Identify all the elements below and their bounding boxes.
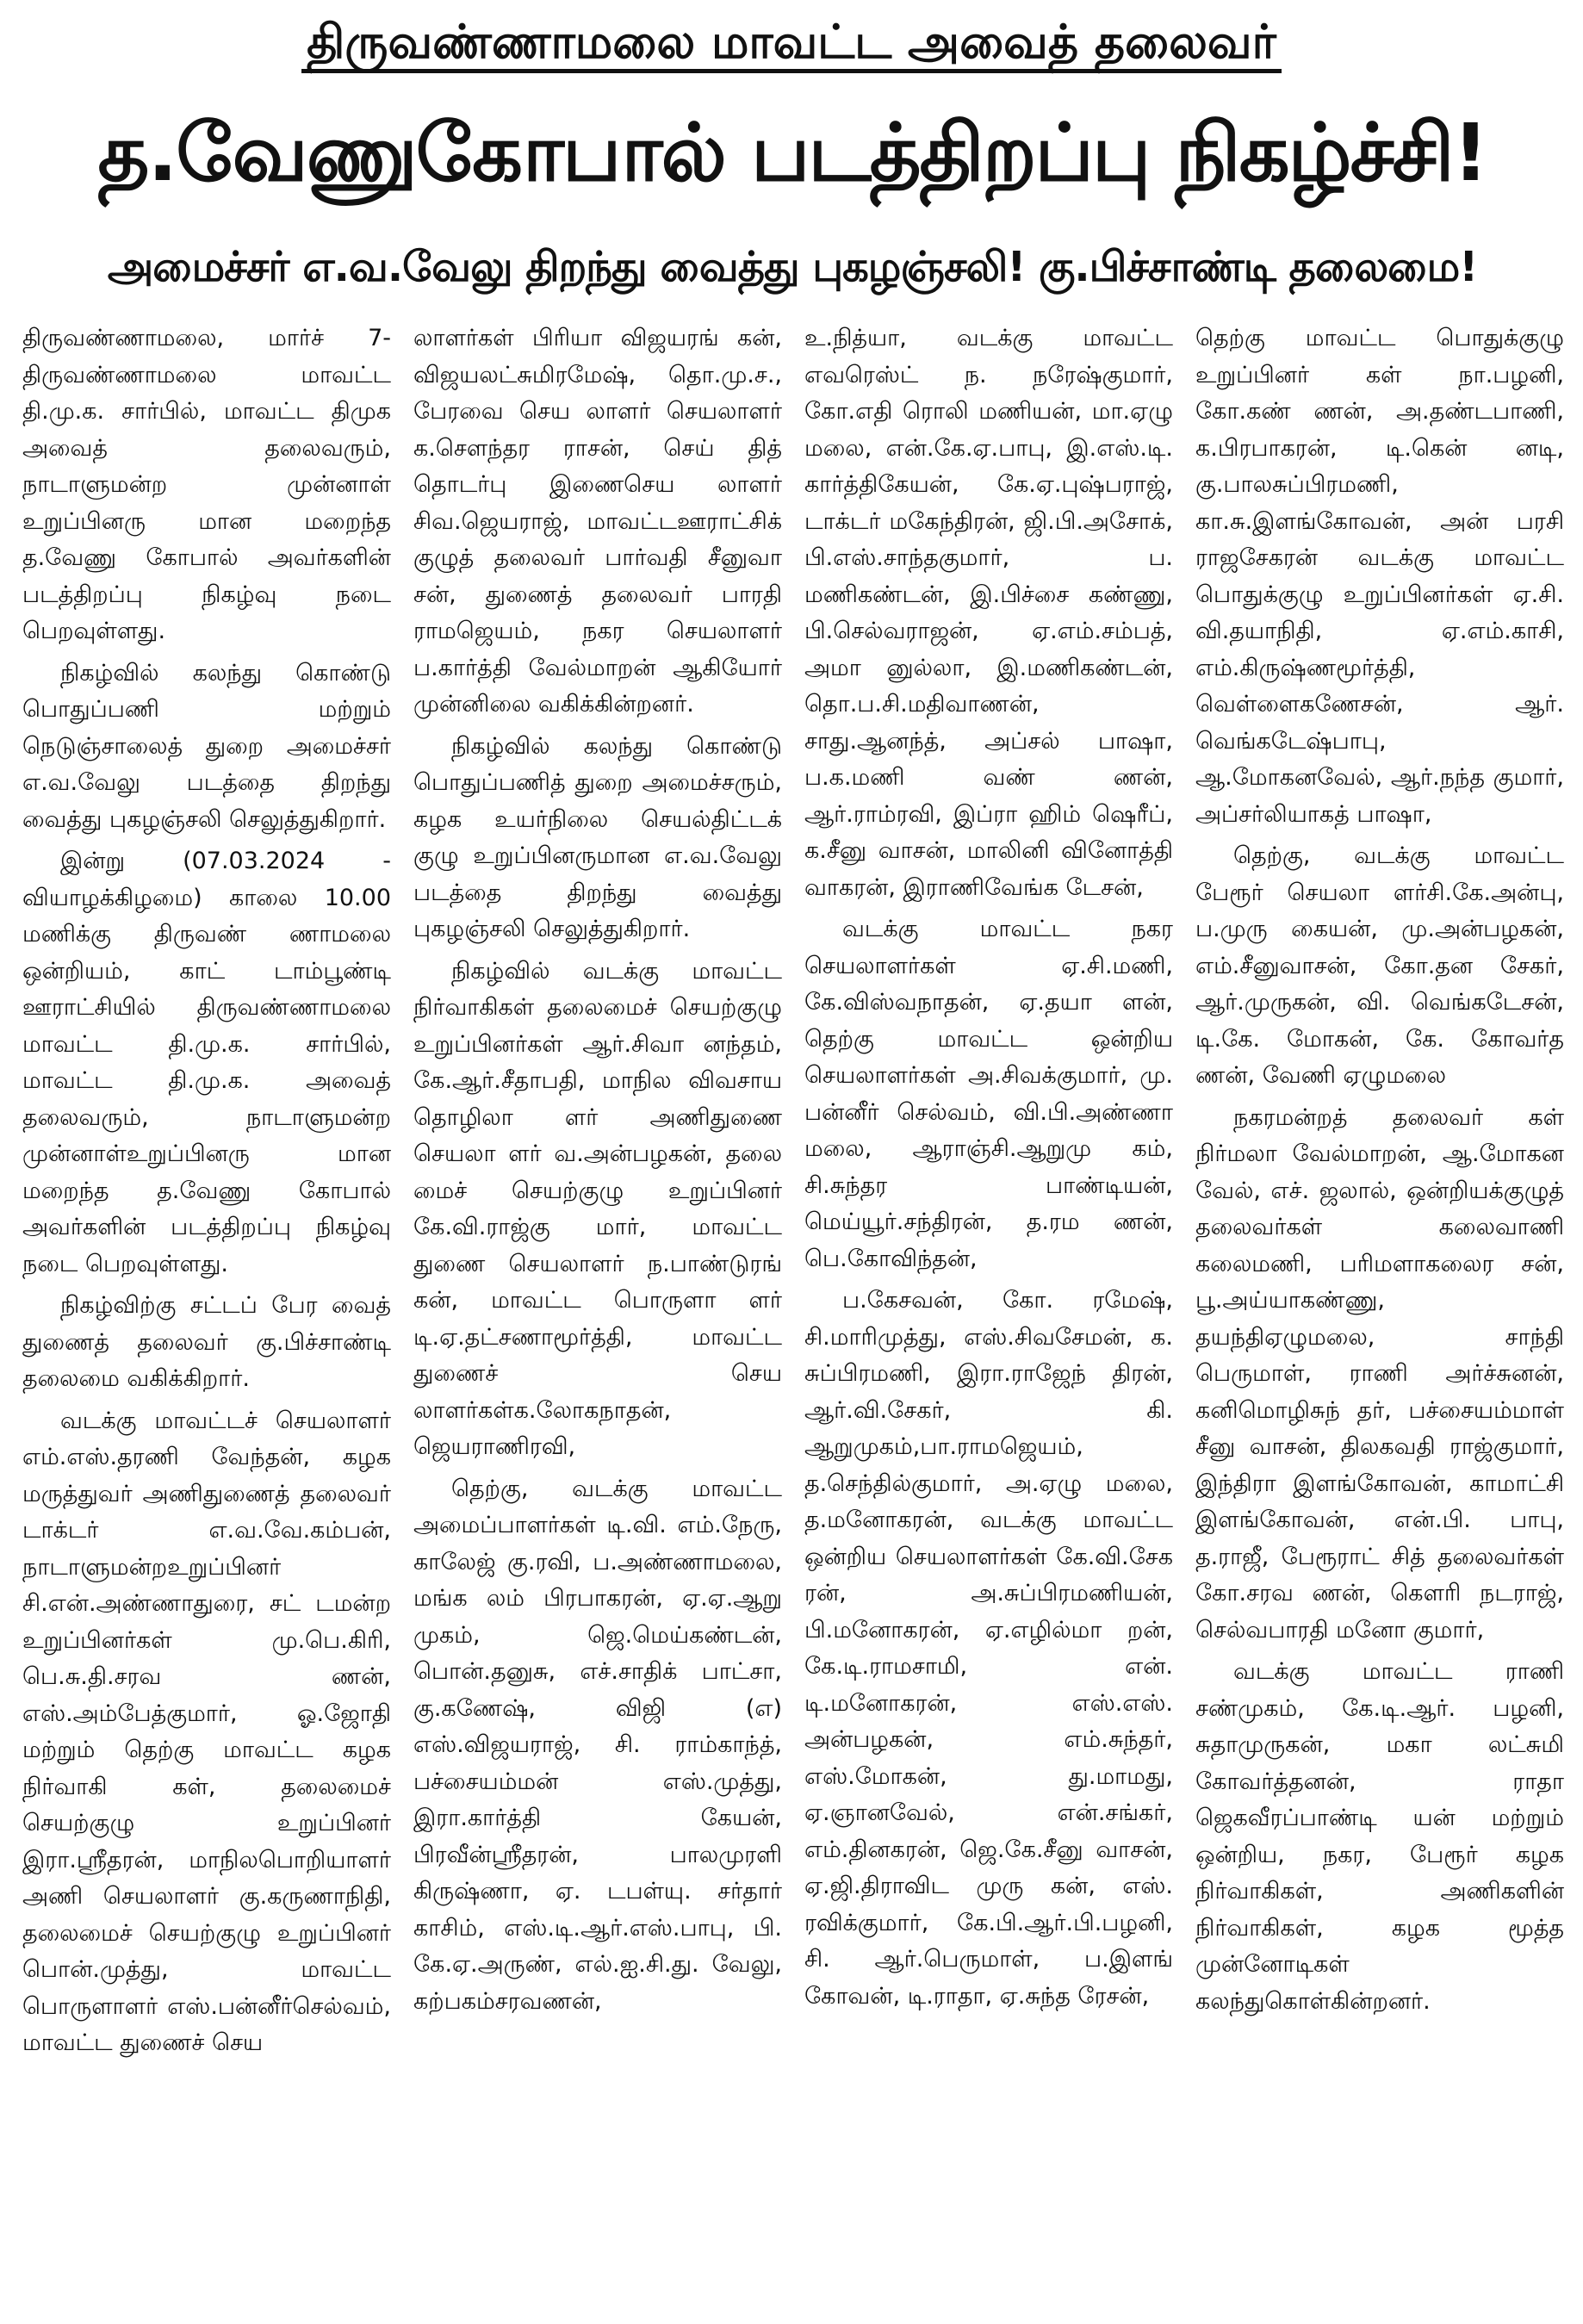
paragraph: லாளர்கள் பிரியா விஜயரங் கன், விஜயலட்சுமிரமேஷ், தொ.மு.ச., பேரவை செய லாளர் செயலாளர் க.சௌந்தர ராசன், செய் தித் தொடர்பு இணைசெய லாளர் சிவ.ஜெயராஜ், மாவட்டஊராட்சிக் குழுத் தலைவர் பார்வதி சீனுவா சன், துணைத் தலைவர் பாரதி ராமஜெயம், நகர செயலாளர் ப.கார்த்தி வேல்மாறன் ஆகியோர் முன்னிலை வகிக்கின்றனர். <box>413 325 782 718</box>
paragraph: நிகழ்வில் கலந்து கொண்டு பொதுப்பணித் துறை அமைச்சரும், கழக உயர்நிலை செயல்திட்டக் குழு உறுப்பினருமான எ.வ.வேலு படத்தை திறந்து வைத்து புகழஞ்சலி செலுத்துகிறார். <box>413 732 782 942</box>
article-kicker <box>0 12 1583 72</box>
paragraph: நகரமன்றத் தலைவர் கள் நிர்மலா வேல்மாறன், ஆ.மோகன வேல், எச். ஜலால், ஒன்றியக்குழுத் தலைவர்கள் கலைவாணி கலைமணி, பரிமளாகலைர சன், பூ.அய்யாகண்ணு, தயந்திஏழுமலை, சாந்தி பெருமாள், ராணி அர்ச்சுனன், கனிமொழிசுந் தர், பச்சையம்மாள் சீனு வாசன், திலகவதி ராஜ்குமார், இந்திரா இளங்கோவன், காமாட்சி இளங்கோவன், என்.பி. பாபு, த.ராஜீ, பேரூராட் சித் தலைவர்கள் கோ.சரவ ணன், கௌரி நடராஜ், செல்வபாரதி மனோ குமார், <box>1195 1103 1564 1644</box>
paragraph: நிகழ்வில் வடக்கு மாவட்ட நிர்வாகிகள் தலைமைச் செயற்குழு உறுப்பினர்கள் ஆர்.சிவா னந்தம், கே.ஆர்.சீதாபதி, மாநில விவசாய தொழிலா ளர் அணிதுணை செயலா ளர் வ.அன்பழகன், தலை மைச் செயற்குழு உறுப்பினர் கே.வி.ராஜ்கு மார், மாவட்ட துணை செயலாளர் ந.பாண்டுரங் கன், மாவட்ட பொருளா ளர் டி.ஏ.தட்சணாமூர்த்தி, மாவட்ட துணைச் செய லாளர்கள்க.லோகநாதன், ஜெயராணிரவி, <box>413 957 782 1460</box>
paragraph: உ.நித்யா, வடக்கு மாவட்ட எவரெஸ்ட் ந. நரேஷ்குமார், கோ.எதி ரொலி மணியன், மா.ஏழு மலை, என்.கே.ஏ.பாபு, இ.எஸ்.டி. கார்த்திகேயன், கே.ஏ.புஷ்பராஜ், டாக்டர் மகேந்திரன், ஜி.பி.அசோக், பி.எஸ்.சாந்தகுமார், ப. மணிகண்டன், இ.பிச்சை கண்ணு, பி.செல்வராஜன், ஏ.எம்.சம்பத், அமா னுல்லா, இ.மணிகண்டன், தொ.ப.சி.மதிவாணன், சாது.ஆனந்த், அப்சல் பாஷா, ப.க.மணி வண் ணன், ஆர்.ராம்ரவி, இப்ரா ஹிம் ஷெரீப், க.சீனு வாசன், மாலினி வினோத்தி வாகரன், இராணிவேங்க டேசன், <box>804 325 1173 901</box>
column-2 <box>413 320 782 2317</box>
paragraph: வடக்கு மாவட்ட ராணி சண்முகம், கே.டி.ஆர். பழனி, சுதாமுருகன், மகா லட்சுமி கோவர்த்தனன், ராதா ஜெகவீரப்பாண்டி யன் மற்றும் ஒன்றிய, நகர, பேரூர் கழக நிர்வாகிகள், அணிகளின் நிர்வாகிகள், கழக மூத்த முன்னோடிகள் கலந்துகொள்கின்றனர். <box>1195 1658 1564 2015</box>
paragraph: நிகழ்விற்கு சட்டப் பேர வைத் துணைத் தலைவர் கு.பிச்சாண்டி தலைமை வகிக்கிறார். <box>22 1292 391 1392</box>
paragraph: தெற்கு மாவட்ட பொதுக்குழு உறுப்பினர் கள் நா.பழனி, கோ.கண் ணன், அ.தண்டபாணி, க.பிரபாகரன், டி.கென் னடி, கு.பாலசுப்பிரமணி, கா.சு.இளங்கோவன், அன் பரசி ராஜசேகரன் வடக்கு மாவட்ட பொதுக்குழு உறுப்பினர்கள் ஏ.சி. வி.தயாநிதி, ஏ.எம்.காசி, எம்.கிருஷ்ணமூர்த்தி, வெள்ளைகணேசன், ஆர். வெங்கடேஷ்பாபு, ஆ.மோகனவேல், ஆர்.நந்த குமார், அப்சர்லியாகத் பாஷா, <box>1195 325 1564 828</box>
paragraph: ப.கேசவன், கோ. ரமேஷ், சி.மாரிமுத்து, எஸ்.சிவசேமன், க. சுப்பிரமணி, இரா.ராஜேந் திரன், ஆர்.வி.சேகர், கி. ஆறுமுகம்,பா.ராமஜெயம், த.செந்தில்குமார், அ.ஏழு மலை, த.மனோகரன், வடக்கு மாவட்ட ஒன்றிய செயலாளர்கள் கே.வி.சேக ரன், அ.சுப்பிரமணியன், பி.மனோகரன், ஏ.எழில்மா றன், கே.டி.ராமசாமி, என். டி.மனோகரன், எஸ்.எஸ். அன்பழகன், எம்.சுந்தர், எஸ்.மோகன், து.மாமது, ஏ.ஞானவேல், என்.சங்கர், எம்.தினகரன், ஜெ.கே.சீனு வாசன், ஏ.ஜி.திராவிட முரு கன், எஸ். ரவிக்குமார், கே.பி.ஆர்.பி.பழனி, சி. ஆர்.பெருமாள், ப.இளங் கோவன், டி.ராதா, ஏ.சுந்த ரேசன், <box>804 1287 1173 2010</box>
paragraph: திருவண்ணாமலை, மார்ச் 7- திருவண்ணாமலை மாவட்ட தி.மு.க. சார்பில், மாவட்ட திமுக அவைத் தலைவரும், நாடாளுமன்ற முன்னாள் உறுப்பினரு மான மறைந்த த.வேணு கோபால் அவர்களின் படத்திறப்பு நிகழ்வு நடை பெறவுள்ளது. <box>22 325 391 644</box>
paragraph: தெற்கு, வடக்கு மாவட்ட அமைப்பாளர்கள் டி.வி. எம்.நேரு, காலேஜ் கு.ரவி, ப.அண்ணாமலை, மங்க லம் பிரபாகரன், ஏ.ஏ.ஆறு முகம், ஜெ.மெய்கண்டன், பொன்.தனுசு, எச்.சாதிக் பாட்சா, கு.கணேஷ், விஜி (எ) எஸ்.விஜயராஜ், சி. ராம்காந்த், பச்சையம்மன் எஸ்.முத்து, இரா.கார்த்தி கேயன், பிரவீன்ஸ்ரீதரன், பாலமுரளி கிருஷ்ணா, ஏ. டபள்யு. சர்தார் காசிம், எஸ்.டி.ஆர்.எஸ்.பாபு, பி. கே.ஏ.அருண், எல்.ஐ.சி.து. வேலு, கற்பகம்சரவணன், <box>413 1475 782 2015</box>
kicker-text: திருவண்ணாமலை மாவட்ட அவைத் தலைவர் <box>301 15 1282 73</box>
column-4 <box>1195 320 1564 2317</box>
article-headline: த.வேணுகோபால் படத்திறப்பு நிகழ்ச்சி! <box>97 107 1487 199</box>
article-body <box>22 320 1564 2317</box>
column-1 <box>22 320 391 2317</box>
paragraph: வடக்கு மாவட்ட நகர செயலாளர்கள் ஏ.சி.மணி, கே.விஸ்வநாதன், ஏ.தயா ளன், தெற்கு மாவட்ட ஒன்றிய செயலாளர்கள் அ.சிவக்குமார், மு. பன்னீர் செல்வம், வி.பி.அண்ணா மலை, ஆராஞ்சி.ஆறுமு கம், சி.சுந்தர பாண்டியன், மெய்யூர்.சந்திரன், த.ரம ணன், பெ.கோவிந்தன், <box>804 916 1173 1272</box>
article-subhead: அமைச்சர் எ.வ.வேலு திறந்து வைத்து புகழஞ்சலி! கு.பிச்சாண்டி தலைமை! <box>107 243 1478 291</box>
paragraph: நிகழ்வில் கலந்து கொண்டு பொதுப்பணி மற்றும் நெடுஞ்சாலைத் துறை அமைச்சர் எ.வ.வேலு படத்தை திறந்து வைத்து புகழஞ்சலி செலுத்துகிறார். <box>22 659 391 833</box>
column-3 <box>804 320 1173 2317</box>
paragraph: இன்று (07.03.2024 - வியாழக்கிழமை) காலை 10.00 மணிக்கு திருவண் ணாமலை ஒன்றியம், காட் டாம்பூண்டி ஊராட்சியில் திருவண்ணாமலை மாவட்ட தி.மு.க. சார்பில், மாவட்ட தி.மு.க. அவைத் தலைவரும், நாடாளுமன்ற முன்னாள்உறுப்பினரு மான மறைந்த த.வேணு கோபால் அவர்களின் படத்திறப்பு நிகழ்வு நடை பெறவுள்ளது. <box>22 848 391 1277</box>
paragraph: தெற்கு, வடக்கு மாவட்ட பேரூர் செயலா ளர்சி.கே.அன்பு, ப.முரு கையன், மு.அன்பழகன், எம்.சீனுவாசன், கோ.தன சேகர், ஆர்.முருகன், வி. வெங்கடேசன், டி.கே. மோகன், கே. கோவர்த ணன், வேணி ஏழுமலை <box>1195 842 1564 1089</box>
paragraph: வடக்கு மாவட்டச் செயலாளர் எம்.எஸ்.தரணி வேந்தன், கழக மருத்துவர் அணிதுணைத் தலைவர் டாக்டர் எ.வ.வே.கம்பன், நாடாளுமன்றஉறுப்பினர் சி.என்.அண்ணாதுரை, சட் டமன்ற உறுப்பினர்கள் மு.பெ.கிரி, பெ.சு.தி.சரவ ணன், எஸ்.அம்பேத்குமார், ஓ.ஜோதி மற்றும் தெற்கு மாவட்ட கழக நிர்வாகி கள், தலைமைச் செயற்குழு உறுப்பினர் இரா.ஸ்ரீதரன், மாநிலபொறியாளர் அணி செயலாளர் கு.கருணாநிதி, தலைமைச் செயற்குழு உறுப்பினர் பொன்.முத்து, மாவட்ட பொருளாளர் எஸ்.பன்னீர்செல்வம், மாவட்ட துணைச் செய <box>22 1407 391 2056</box>
